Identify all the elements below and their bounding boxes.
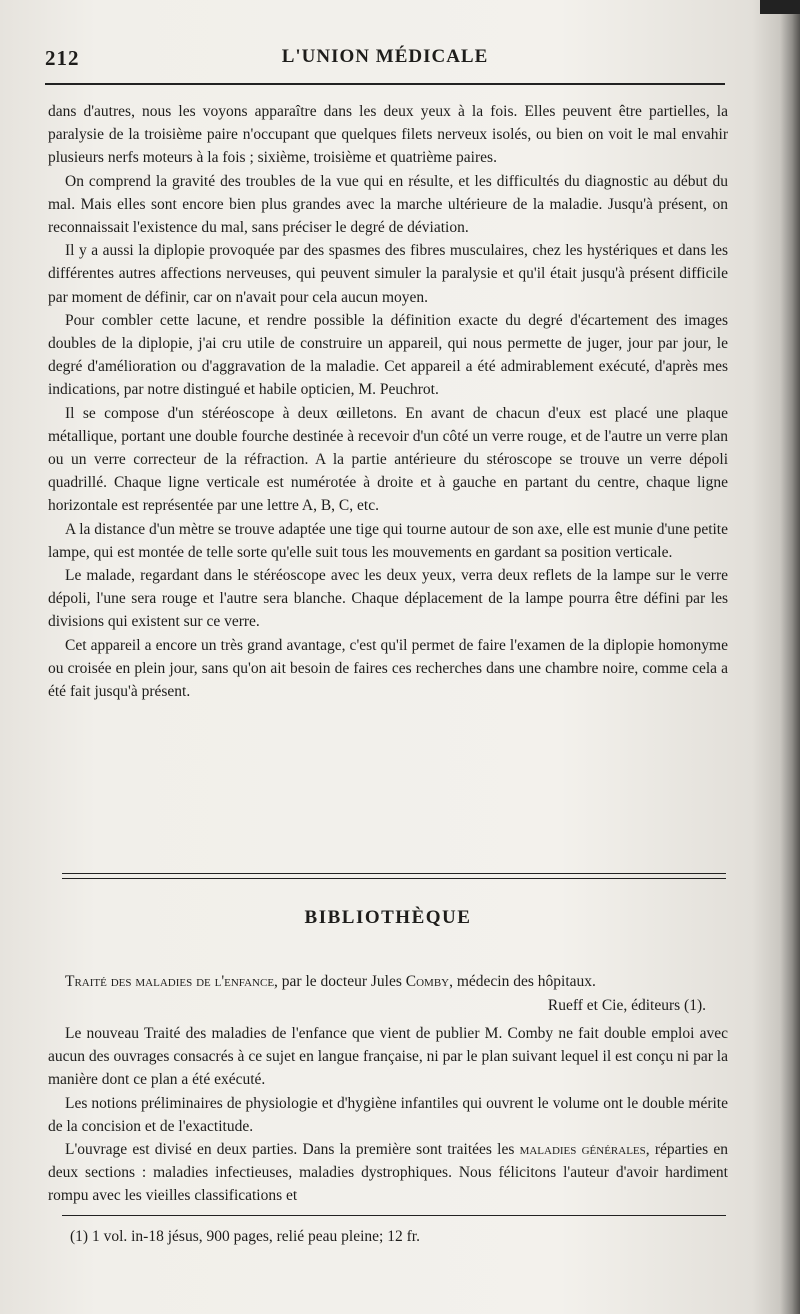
header-rule — [45, 83, 725, 85]
paragraph: Cet appareil a encore un très grand avantage, c'est qu'il permet de faire l'examen de la diplopie homonyme ou croisée en plein jour, sans qu'on ait besoin de faires ces recherches dans une chambre noire, comme cela a été fait jusqu'à présent. — [48, 636, 728, 701]
page-header — [45, 46, 725, 76]
paragraph: Le nouveau Traité des maladies de l'enfance que vient de publier M. Comby ne fait double emploi avec aucun des ouvrages consacrés à ce sujet en langue française, ni par le plan suivant lequel il est conçu ni par la manière dont ce plan a été exécuté. — [48, 1025, 728, 1089]
book-reference — [48, 970, 728, 1018]
paragraph: A la distance d'un mètre se trouve adaptée une tige qui tourne autour de son axe, elle est munie d'une petite lampe, qui est montée de telle sorte qu'elle suit tous les mouvements en gardant sa position verticale. — [48, 520, 728, 561]
section-divider — [62, 873, 726, 879]
reference-text-2: , médecin des hôpitaux. — [449, 973, 596, 990]
paragraph: Les notions préliminaires de physiologie et d'hygiène infantiles qui ouvrent le volume ont le double mérite de la concision et de l'exactitude. — [48, 1094, 728, 1135]
paragraph: Le malade, regardant dans le stéréoscope avec les deux yeux, verra deux reflets de la lampe sur le verre dépoli, l'une sera rouge et l'autre sera blanche. Chaque déplacement de la lampe pourra être défini par les divisions qui existent sur ce verre. — [48, 567, 728, 631]
running-title: L'UNION MÉDICALE — [281, 46, 489, 67]
book-publisher: Rueff et Cie, éditeurs (1). — [547, 997, 706, 1014]
section-title: BIBLIOTHÈQUE — [304, 907, 472, 928]
book-author: Comby — [405, 973, 450, 990]
paragraph — [48, 1138, 728, 1208]
reference-text: , par le docteur Jules — [274, 973, 406, 990]
paragraph: On comprend la gravité des troubles de la vue qui en résulte, et les difficultés du diagnostic au début du mal. Mais elles sont encore bien plus grandes avec la marche ultérieure de la maladie. Jusqu'à présent, on reconnaissait l'existence du mal, sans préciser le degré de déviation. — [48, 172, 728, 237]
review-text-2: , réparties en deux sections : maladies infectieuses, maladies dystrophiques. Nous félicitons l'auteur d'avoir hardiment rompu avec les vieilles classifications et — [48, 1141, 728, 1205]
paragraph: Il se compose d'un stéréoscope à deux œilletons. En avant de chacun d'eux est placé une plaque métallique, portant une double fourche destinée à recevoir d'un côté un verre rouge, et de l'autre un verre plan ou un verre correcteur de la réfraction. A la partie antérieure du stéroscope se trouve un verre dépoli quadrillé. Chaque ligne verticale est numérotée à droite et à gauche en partant du centre, chaque ligne horizontale est représentée par une lettre A, B, C, etc. — [48, 404, 728, 515]
paragraph: Il y a aussi la diplopie provoquée par des spasmes des fibres musculaires, chez les hystériques et dans les différentes autres affections nerveuses, qui peuvent simuler la paralysie et qu'il était jusqu'à présent difficile par moment de définir, car on n'avait pour cela aucun moyen. — [48, 242, 728, 306]
paragraph: Pour combler cette lacune, et rendre possible la définition exacte du degré d'écartement des images doubles de la diplopie, j'ai cru utile de construire un appareil, qui nous permette de juger, jour par jour, le degré d'amélioration ou d'aggravation de la maladie. Cet appareil a été admirablement exécuté, d'après mes indications, par notre distingué et habile opticien, M. Peuchrot. — [48, 311, 728, 399]
page-edge-shadow — [780, 0, 800, 1314]
footnote: (1) 1 vol. in-18 jésus, 900 pages, relié peau pleine; 12 fr. — [70, 1228, 420, 1245]
paragraph: dans d'autres, nous les voyons apparaître dans les deux yeux à la fois. Elles peuvent être partielles, la paralysie de la troisième paire n'occupant que quelques filets nerveux isolés, ou bien on voit le mal envahir plusieurs nerfs moteurs à la fois ; sixième, troisième et quatrième paires. — [48, 103, 728, 167]
article-body — [48, 100, 728, 703]
footnote-rule — [62, 1215, 726, 1216]
book-title: Traité des maladies de l'enfance — [65, 973, 275, 990]
page-number: 212 — [45, 46, 80, 70]
page-corner-shadow — [760, 0, 800, 14]
review-smallcaps: maladies générales — [519, 1141, 646, 1159]
review-text: L'ouvrage est divisé en deux parties. Dans la première sont traitées les — [65, 1141, 520, 1159]
book-reference-line — [48, 970, 728, 994]
review-body — [48, 1022, 728, 1208]
